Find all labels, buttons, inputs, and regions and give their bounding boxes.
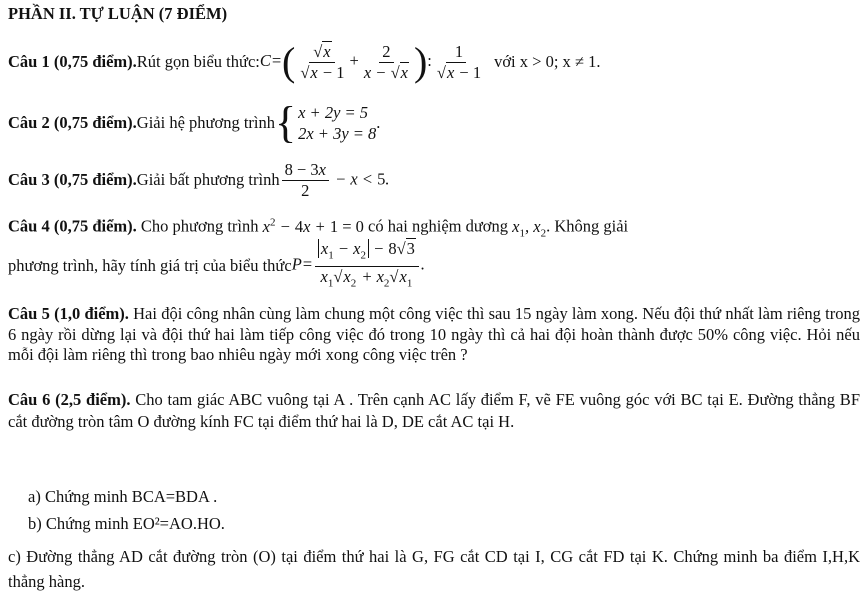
equation-2: 2x + 3y = 8 <box>298 124 377 143</box>
question-4-equation: $x^2 - 4x + 1 = 0$ <box>262 216 364 236</box>
question-6-text: Cho tam giác ABC vuông tại A . Trên cạnh AC lấy điểm F, vẽ FE vuông góc với BC tại E. Đường thẳng BF cắt đường tròn tâm O đường kính FC tại điểm thứ hai là D, DE cắt AC tại H. <box>8 390 860 431</box>
question-4-text-3: . Không giải <box>546 216 629 236</box>
question-4-expression: P= $\frac{x_1 - x_2 - 8√3}{x_1√x_2 + x_2√x_1}$ . <box>291 239 426 289</box>
question-1-label: Câu 1 (0,75 điểm). <box>8 52 137 71</box>
question-4-text-2: có hai nghiệm dương <box>363 216 513 236</box>
question-6-part-a: a) Chứng minh BCA=BDA . <box>28 487 218 506</box>
question-3-label: Câu 3 (0,75 điểm). <box>8 170 137 189</box>
question-3-inequality: $\frac{8 - 3x}{2}$ − x < 5. <box>280 161 390 200</box>
question-3-text: Giải bất phương trình <box>136 170 280 189</box>
question-1-expression: C=( $\frac{√x}{√x - 1}$ + $\frac{2}{x - √x}$ ): $\frac{1}{√x - 1}$ <box>259 39 482 84</box>
question-3 <box>8 158 389 202</box>
equation-1: x + 2y = 5 <box>298 103 369 122</box>
question-2: Câu 2 (0,75 điểm). Giải hệ phương trình { x + 2y = 5 2x + 3y = 8 . <box>8 98 381 147</box>
question-4-label: Câu 4 (0,75 điểm). <box>8 216 137 236</box>
question-6-part-b: b) Chứng minh EO²=AO.HO. <box>28 514 225 533</box>
question-4-text-4: phương trình, hãy tính giá trị của biểu thức <box>8 256 292 275</box>
question-2-label: Câu 2 (0,75 điểm). <box>8 113 137 132</box>
equation-system: { x + 2y = 5 2x + 3y = 8 <box>274 98 377 147</box>
question-5-label: Câu 5 (1,0 điểm). <box>8 304 129 323</box>
question-6-label: Câu 6 (2,5 điểm). <box>8 390 131 409</box>
question-6-part-c: c) Đường thẳng AD cắt đường tròn (O) tại điểm thứ hai là G, FG cắt CD tại I, CG cắt FD tại K. Chứng minh ba điểm I,H,K thẳng hàng. <box>8 547 860 591</box>
question-5 <box>8 304 860 366</box>
section-header: PHẦN II. TỰ LUẬN (7 ĐIỂM) <box>8 4 228 23</box>
question-6 <box>8 389 860 433</box>
question-4-text-1: Cho phương trình <box>136 216 263 236</box>
question-1-condition: với x > 0; x ≠ 1. <box>494 52 601 71</box>
question-2-text: Giải hệ phương trình <box>136 113 275 132</box>
question-5-text: Hai đội công nhân cùng làm chung một công việc thì sau 15 ngày làm xong. Nếu đội thứ nhất làm riêng trong 6 ngày rồi dừng lại và đội thứ hai làm tiếp công việc đó trong 10 ngày thì cả hai đội hoàn thành được 50% công việc. Hỏi nếu mỗi đội làm riêng thì trong bao nhiêu ngày mới xong công việc trên ? <box>8 304 860 364</box>
question-1-text: Rút gọn biểu thức: <box>136 52 260 71</box>
question-4-line-2 <box>8 239 426 289</box>
question-1 <box>8 40 600 84</box>
question-4-roots: $x_1$, $x_2$ <box>512 216 547 239</box>
